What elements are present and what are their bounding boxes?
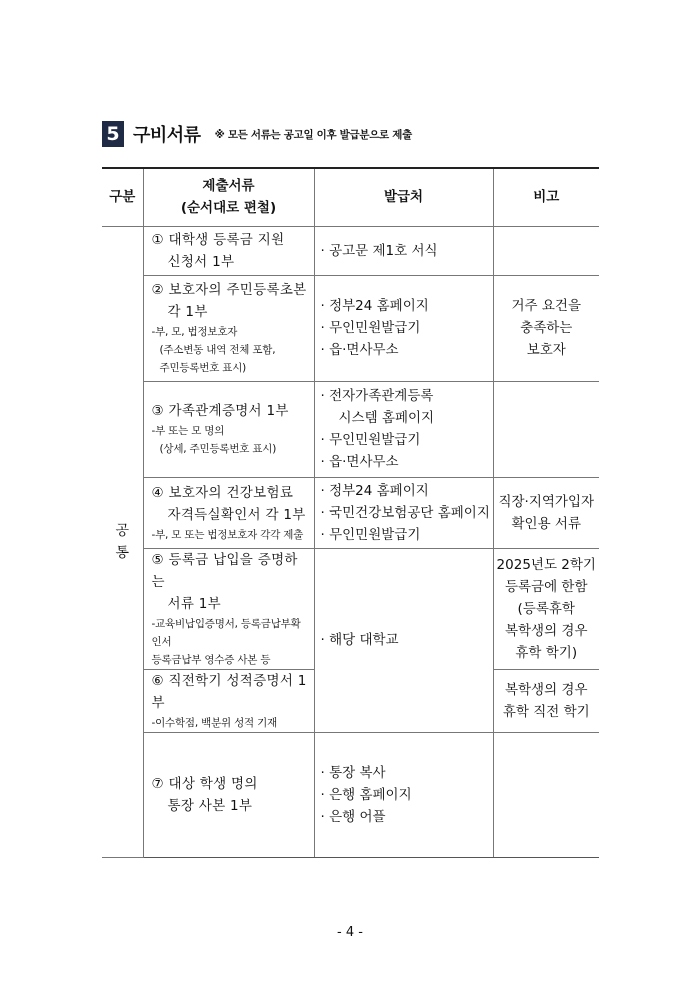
document-cell	[143, 548, 314, 669]
header-documents	[143, 168, 314, 226]
document-subnote: -부, 모, 법정보호자	[151, 326, 238, 338]
header-documents-line2: (순서대로 편철)	[180, 200, 277, 217]
table-row	[102, 275, 599, 381]
issuer-item: · 정부24 홈페이지	[320, 482, 429, 499]
issuer-item: · 해당 대학교	[320, 632, 399, 648]
remark-line: 복학생의 경우	[504, 622, 588, 639]
remark-line: 보호자	[526, 342, 566, 358]
issuer-cell	[314, 381, 493, 477]
document-line: ④ 보호자의 건강보험료	[151, 484, 294, 501]
document-line: ③ 가족관계증명서 1부	[151, 403, 289, 419]
remark-line: 2025년도 2학기	[496, 556, 596, 573]
category-cell	[102, 226, 143, 857]
remarks-cell	[493, 226, 599, 275]
document-subnote: (주소변동 내역 전체 포함,	[159, 344, 276, 356]
required-documents-table	[102, 167, 599, 858]
issuer-item: · 통장 복사	[320, 764, 386, 781]
issuer-item: · 은행 어플	[320, 808, 386, 825]
issuer-cell	[314, 477, 493, 548]
remark-line: 휴학 학기)	[515, 644, 578, 661]
document-line: ⑥ 직전학기 성적증명서 1부	[151, 672, 307, 711]
remark-line: 등록금에 한함	[504, 578, 588, 595]
issuer-cell	[314, 275, 493, 381]
document-cell	[143, 381, 314, 477]
remarks-cell	[493, 275, 599, 381]
remarks-cell	[493, 381, 599, 477]
table-row	[102, 381, 599, 477]
issuer-item: · 읍·면사무소	[320, 454, 399, 470]
issuer-item: · 국민건강보험공단 홈페이지	[320, 504, 490, 521]
document-cell	[143, 669, 314, 732]
document-subnote: 주민등록번호 표시)	[159, 362, 247, 374]
remark-line: 직장·지역가입자	[498, 493, 595, 510]
table-row	[102, 548, 599, 669]
document-line: ⑦ 대상 학생 명의	[151, 775, 258, 792]
document-subnote: -교육비납입증명서, 등록금납부확인서	[151, 617, 301, 648]
header-documents-line1: 제출서류	[202, 178, 255, 195]
document-line: 각 1부	[167, 304, 208, 320]
remark-line: (등록휴학	[517, 600, 575, 617]
header-issuer: 발급처	[314, 168, 493, 226]
document-subnote: -부 또는 모 명의	[151, 425, 225, 437]
issuer-item: 시스템 홈페이지	[338, 410, 435, 426]
document-line: ② 보호자의 주민등록초본	[151, 282, 307, 298]
document-subnote: -부, 모 또는 법정보호자 각각 제출	[151, 528, 304, 541]
issuer-item: · 공고문 제1호 서식	[320, 242, 438, 259]
document-line: 신청서 1부	[167, 253, 235, 270]
remarks-cell	[493, 477, 599, 548]
issuer-item: · 읍·면사무소	[320, 342, 399, 358]
document-cell	[143, 226, 314, 275]
remarks-cell	[493, 548, 599, 669]
page-number: - 4 -	[337, 925, 363, 940]
issuer-cell	[314, 226, 493, 275]
document-subnote: 등록금납부 영수증 사본 등	[151, 653, 271, 666]
document-line: ⑤ 등록금 납입을 증명하는	[151, 551, 298, 590]
document-line: 서류 1부	[167, 595, 222, 612]
table-header-row	[102, 168, 599, 226]
remark-line: 확인용 서류	[511, 515, 581, 532]
document-subnote: (상세, 주민등록번호 표시)	[159, 443, 277, 455]
remark-line: 충족하는	[520, 320, 573, 336]
document-cell	[143, 477, 314, 548]
section-number-badge: 5	[102, 121, 124, 147]
table-row	[102, 732, 599, 857]
document-line: 자격득실확인서 각 1부	[167, 506, 306, 523]
category-char: 통	[115, 544, 130, 561]
document-cell	[143, 732, 314, 857]
header-remarks: 비고	[493, 168, 599, 226]
remark-line: 복학생의 경우	[504, 681, 588, 698]
remark-line: 거주 요건을	[511, 298, 581, 314]
issuer-item: · 무인민원발급기	[320, 526, 421, 543]
section-note: ※ 모든 서류는 공고일 이후 발급분으로 제출	[214, 128, 412, 141]
table-row	[102, 226, 599, 275]
document-line: 통장 사본 1부	[167, 797, 253, 814]
document-cell	[143, 275, 314, 381]
remark-line: 휴학 직전 학기	[502, 703, 590, 720]
category-char: 공	[115, 522, 130, 539]
header-category: 구분	[102, 168, 143, 226]
remarks-cell	[493, 732, 599, 857]
document-line: ① 대학생 등록금 지원	[151, 231, 285, 248]
issuer-item: · 무인민원발급기	[320, 432, 421, 448]
issuer-item: · 전자가족관계등록	[320, 388, 434, 404]
section-header	[102, 119, 412, 149]
issuer-item: · 은행 홈페이지	[320, 786, 412, 803]
issuer-item: · 정부24 홈페이지	[320, 298, 429, 314]
issuer-item: · 무인민원발급기	[320, 320, 421, 336]
issuer-cell	[314, 548, 493, 732]
issuer-cell	[314, 732, 493, 857]
section-title: 구비서류	[133, 125, 201, 146]
remarks-cell	[493, 669, 599, 732]
table-row	[102, 477, 599, 548]
document-subnote: -이수학점, 백분위 성적 기재	[151, 716, 278, 729]
